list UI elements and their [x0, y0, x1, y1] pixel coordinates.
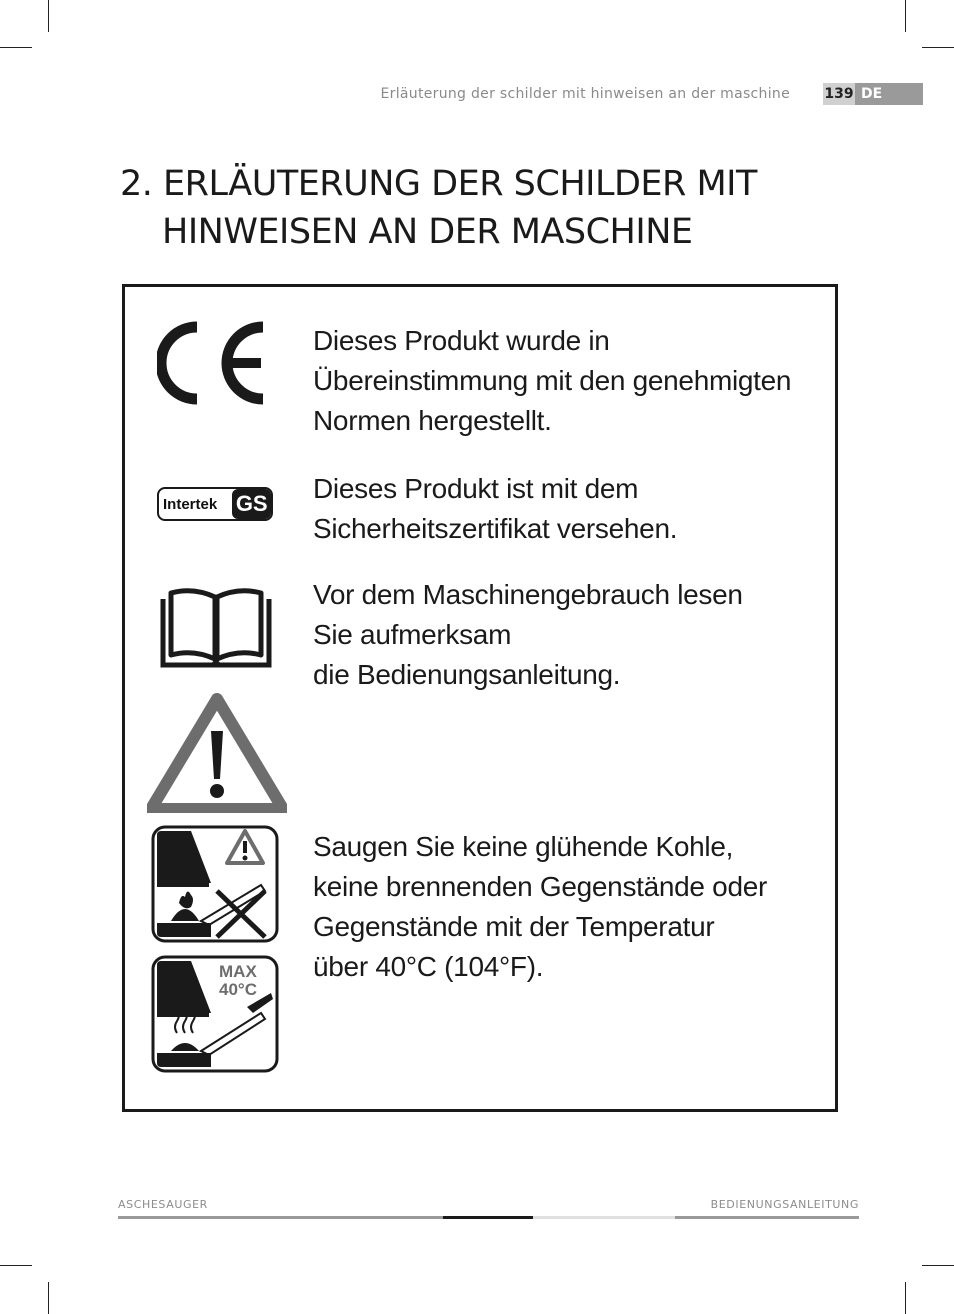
open-book-icon: [159, 587, 273, 669]
footer-rule: [533, 1216, 675, 1219]
crop-mark: [905, 0, 906, 32]
max-temperature-graphic: [151, 955, 279, 1073]
text-line: Normen hergestellt.: [313, 405, 552, 436]
max-label: MAX: [219, 962, 257, 981]
footer-rule: [118, 1216, 443, 1219]
crop-mark: [48, 1282, 49, 1314]
text-line: Gegenstände mit der Temperatur: [313, 911, 715, 942]
warning-triangle-icon: [147, 693, 287, 813]
hot-ash-description: [313, 827, 818, 987]
page-title-line-2: HINWEISEN AN DER MASCHINE: [162, 212, 693, 252]
manual-description: [313, 575, 818, 695]
crop-mark: [922, 47, 954, 48]
footer-rule: [675, 1216, 859, 1219]
page-number: 139: [823, 83, 855, 105]
page-title-line-1: 2. ERLÄUTERUNG DER SCHILDER MIT: [120, 164, 757, 204]
page-tab: [823, 83, 923, 105]
text-line: Saugen Sie keine glühende Kohle,: [313, 831, 734, 862]
text-line: Vor dem Maschinengebrauch lesen: [313, 579, 743, 610]
crop-mark: [0, 47, 32, 48]
footer-rule: [443, 1216, 533, 1219]
no-embers-icon: [151, 825, 279, 943]
max-temperature-icon: [151, 955, 279, 1073]
text-line: über 40°C (104°F).: [313, 951, 544, 982]
signs-panel: [122, 284, 838, 1112]
intertek-logo-text: Intertek: [163, 495, 218, 513]
text-line: keine brennenden Gegenstände oder: [313, 871, 768, 902]
crop-mark: [922, 1265, 954, 1266]
running-header: Erläuterung der schilder mit hinweisen an der maschine: [380, 86, 790, 102]
text-line: Dieses Produkt wurde in: [313, 325, 610, 356]
gs-logo-text: GS: [232, 489, 271, 519]
intertek-gs-mark-icon: [157, 487, 273, 521]
temperature-label: 40°C: [219, 980, 257, 999]
footer-product-name: ASCHESAUGER: [118, 1198, 208, 1211]
text-line: Sicherheitszertifikat versehen.: [313, 513, 678, 544]
footer-document-type: BEDIENUNGSANLEITUNG: [710, 1198, 859, 1211]
crop-mark: [48, 0, 49, 32]
gs-description: [313, 469, 818, 549]
text-line: Übereinstimmung mit den genehmigten: [313, 365, 792, 396]
crop-mark: [905, 1282, 906, 1314]
language-code: DE: [861, 86, 883, 102]
ce-mark-icon: [157, 321, 269, 405]
text-line: Sie aufmerksam: [313, 619, 512, 650]
ce-description: [313, 321, 818, 441]
text-line: die Bedienungsanleitung.: [313, 659, 621, 690]
crop-mark: [0, 1265, 32, 1266]
page-title: [120, 160, 840, 256]
text-line: Dieses Produkt ist mit dem: [313, 473, 639, 504]
